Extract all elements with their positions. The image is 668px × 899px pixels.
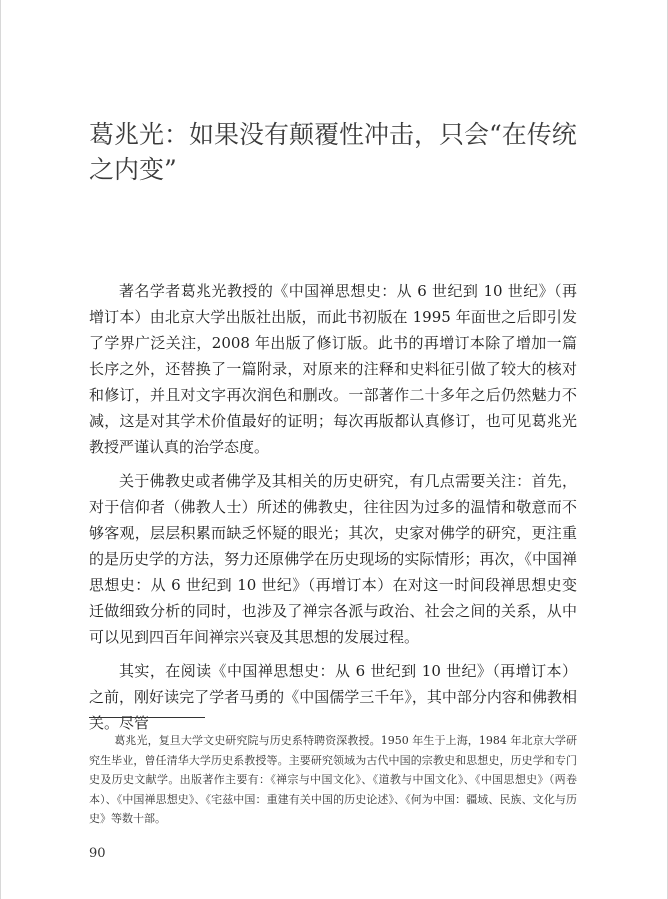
article-body	[89, 278, 577, 744]
paragraph-2: 关于佛教史或者佛学及其相关的历史研究，有几点需要关注：首先，对于信仰者（佛教人士）所述的佛教史，往往因为过多的温情和敬意而不够客观，层层积累而缺乏怀疑的眼光；其次，史家对佛学的研究，更注重的是历史学的方法，努力还原佛学在历史现场的实际情形；再次，《中国禅思想史：从 6 世纪到 10 世纪》（再增订本）在对这一时间段禅思想史变迁做细致分析的同时，也涉及了禅宗各派与政治、社会之间的关系，从中可以见到四百年间禅宗兴衰及其思想的发展过程。	[89, 472, 577, 646]
footnote-divider	[89, 717, 205, 718]
paragraph-3: 其实，在阅读《中国禅思想史：从 6 世纪到 10 世纪》（再增订本）之前，刚好读完了学者马勇的《中国儒学三千年》，其中部分内容和佛教相关。尽管	[89, 662, 577, 732]
paragraph-1: 著名学者葛兆光教授的《中国禅思想史：从 6 世纪到 10 世纪》（再增订本）由北京大学出版社出版，而此书初版在 1995 年面世之后即引发了学界广泛关注，2008 年出版了修订版。此书的再增订本除了增加一篇长序之外，还替换了一篇附录，对原来的注释和史料征引做了较大的核对和修订，并且对文字再次润色和删改。一部著作二十多年之后仍然魅力不减，这是对其学术价值最好的证明；每次再版都认真修订，也可见葛兆光教授严谨认真的治学态度。	[89, 282, 577, 456]
author-footnote: 葛兆光，复旦大学文史研究院与历史系特聘资深教授。1950 年生于上海，1984 年北京大学研究生毕业，曾任清华大学历史系教授等。主要研究领域为古代中国的宗教史和思想史，历史学和专门史及历史文献学。出版著作主要有：《禅宗与中国文化》、《道教与中国文化》、《中国思想史》（两卷本）、《中国禅思想史》、《宅兹中国：重建有关中国的历史论述》、《何为中国：疆域、民族、文化与历史》等数十部。	[89, 734, 577, 825]
page-number: 90	[89, 846, 106, 861]
article-title: 葛兆光：如果没有颠覆性冲击，只会“在传统之内变”	[89, 120, 577, 184]
